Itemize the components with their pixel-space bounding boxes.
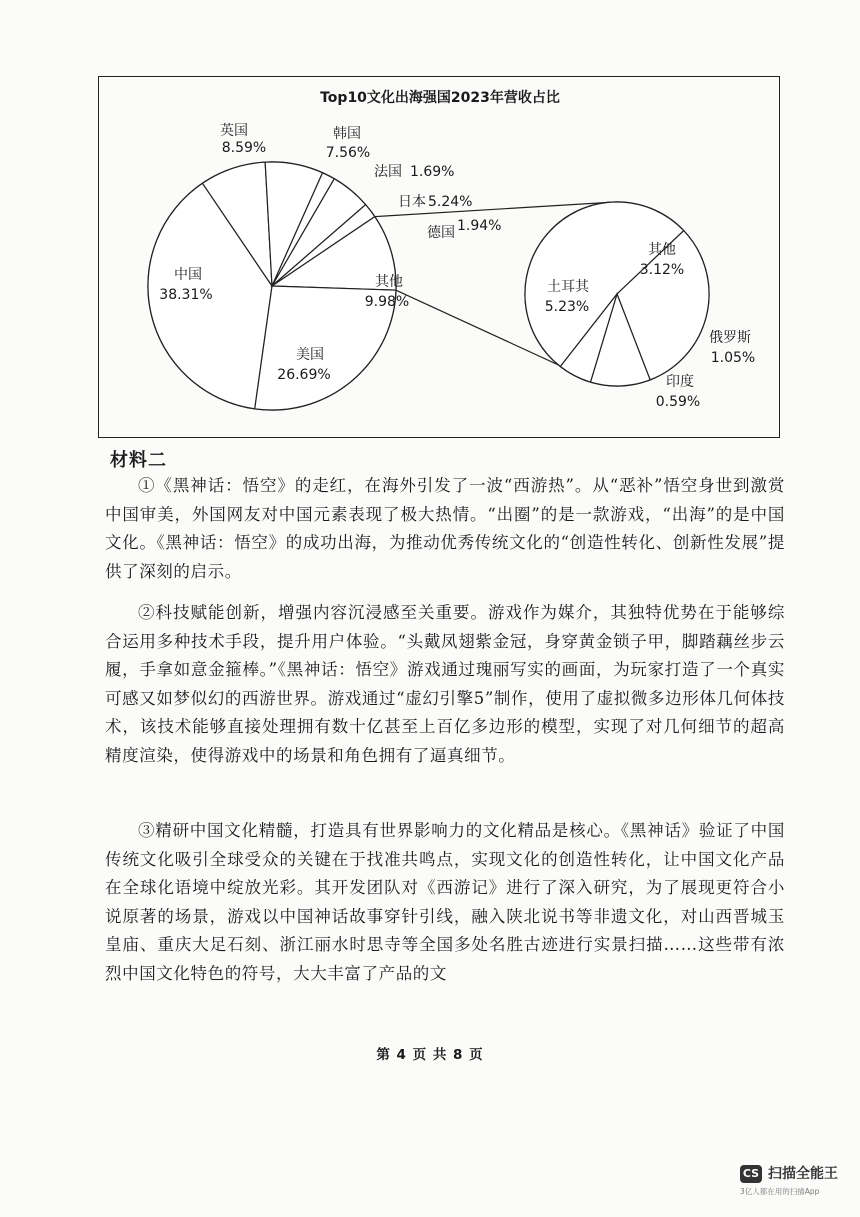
page-footer: 第 4 页 共 8 页: [376, 1047, 484, 1063]
pie-chart-frame: [98, 76, 780, 438]
label-france-value: 1.69%: [410, 164, 455, 180]
paragraph-3: ③精研中国文化精髓，打造具有世界影响力的文化精品是核心。《黑神话》验证了中国传统文化吸引全球受众的关键在于找准共鸣点，实现文化的创造性转化，让中国文化产品在全球化语境中绽放光彩。其开发团队对《西游记》进行了深入研究，为了展现更符合小说原著的场景，游戏以中国神话故事穿针引线，融入陕北说书等非遗文化，对山西晋城玉皇庙、重庆大足石刻、浙江丽水时思寺等全国多处名胜古迹进行实景扫描……这些带有浓烈中国文化特色的符号，大大丰富了产品的文: [105, 821, 785, 983]
paragraph-2: ②科技赋能创新，增强内容沉浸感至关重要。游戏作为媒介，其独特优势在于能够综合运用多种技术手段，提升用户体验。“头戴凤翅紫金冠，身穿黄金锁子甲，脚踏藕丝步云履，手拿如意金箍棒。”《黑神话：悟空》游戏通过瑰丽写实的画面，为玩家打造了一个真实可感又如梦似幻的西游世界。游戏通过“虚幻引擎5”制作，使用了虚拟微多边形体几何体技术，该技术能够直接处理拥有数十亿甚至上百亿多边形的模型，实现了对几何细节的超高精度渲染，使得游戏中的场景和角色拥有了逼真细节。: [105, 603, 785, 765]
label-india-name: 印度: [666, 374, 694, 390]
label-us-value: 26.69%: [277, 367, 331, 383]
label-germany-value: 1.94%: [457, 218, 502, 234]
label-russia-value: 1.05%: [710, 350, 756, 366]
paragraph-1: ①《黑神话：悟空》的走红，在海外引发了一波“西游热”。从“恶补”悟空身世到激赏中国审美，外国网友对中国元素表现了极大热情。“出圈”的是一款游戏，“出海”的是中国文化。《黑神话：悟空》的成功出海，为推动优秀传统文化的“创造性转化、创新性发展”提供了深刻的启示。: [105, 476, 785, 581]
label-turkey-value: 5.23%: [544, 299, 590, 315]
camscanner-logo-icon: CS: [740, 1165, 762, 1183]
label-uk-name: 英国: [220, 123, 248, 139]
pie-chart: [99, 77, 781, 439]
label-other-value: 9.98%: [364, 294, 410, 310]
watermark-tagline: 3亿人都在用的扫描App: [740, 1187, 820, 1196]
label-china-value: 38.31%: [159, 287, 213, 303]
label-other-name: 其他: [375, 274, 403, 290]
watermark-name: 扫描全能王: [768, 1166, 838, 1182]
label-germany-name: 德国: [427, 225, 455, 241]
label-japan-value: 5.24%: [428, 194, 473, 210]
label-bo-other-value: 3.12%: [639, 262, 685, 278]
chart-title: Top10文化出海强国2023年营收占比: [320, 90, 560, 106]
label-turkey-name: 土耳其: [547, 279, 589, 295]
label-france-name: 法国: [374, 164, 402, 180]
label-us-name: 美国: [296, 347, 324, 363]
label-uk-value: 8.59%: [221, 140, 267, 156]
label-china-name: 中国: [174, 267, 202, 283]
label-russia-name: 俄罗斯: [709, 330, 751, 346]
main-pie: [148, 162, 396, 410]
label-korea-name: 韩国: [333, 126, 361, 142]
label-japan-name: 日本: [398, 194, 426, 210]
label-korea-value: 7.56%: [325, 145, 371, 161]
section-title: 材料二: [110, 450, 167, 471]
label-india-value: 0.59%: [655, 394, 701, 410]
label-bo-other-name: 其他: [648, 242, 676, 258]
